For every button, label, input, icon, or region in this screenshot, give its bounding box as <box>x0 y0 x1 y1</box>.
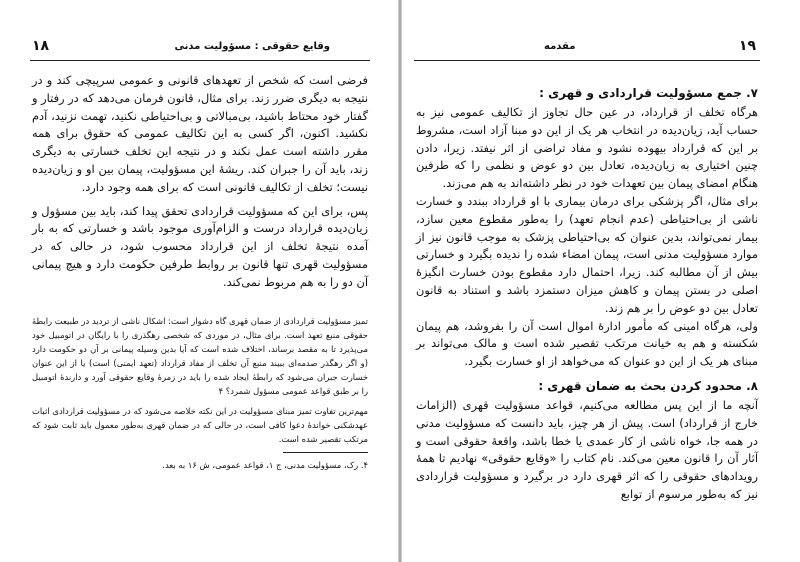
running-title: وقایع حقوقی : مسؤولیت مدنی <box>174 41 330 52</box>
paragraph: ولی، هرگاه امینی که مأمور ادارهٔ اموال است آن را بفروشد، هم پیمان شکسته و هم به خیانت مرتکب تقصیر شده است و مالک می‌تواند بر مبنای هر یک از این دو عنوان که می‌خواهد از او خسارت بگیرد. <box>416 318 758 369</box>
left-page <box>0 0 398 562</box>
right-page <box>402 0 800 562</box>
running-title: مقدمه <box>544 41 576 52</box>
header-rule <box>30 60 370 61</box>
paragraph: برای مثال، اگر پزشکی برای درمان بیماری با او قرارداد ببندد و خسارت ناشی از بی‌احتیاطی (عدم انجام تعهد) را به‌طور مقطوع معین سازد، بیمار نمی‌تواند، بدین عنوان که بی‌احتیاطی پزشک به موجب قانون نیز از موارد مسؤولیت مدنی است، پیمان امضاء شده را ندیده بگیرد و خسارتی بیش از آن مطالبه کند. زیرا، احتمال دارد مقطوع بودن خسارت انگیزهٔ اصلی در بستن پیمان و کاهش میزان دستمزد باشد و استناد به قانون تعادل بین دو عوض را بر هم زند. <box>416 193 758 315</box>
note: مهم‌ترین تفاوت تمیز مبنای مسؤولیت در این نکته خلاصه می‌شود که در مسؤولیت قراردادی اثبات عهدشکنی خواندهٔ دعوا کافی است، در حالی که در ضمان قهری به‌طور معمول باید ثابت شود که مرتکب تقصیر شده است. <box>32 405 368 444</box>
page-number: ۱۹ <box>738 38 756 54</box>
paragraph: آنچه ما از این پس مطالعه می‌کنیم، قواعد مسؤولیت قهری (الزامات خارج از قرارداد) است. پیش از هر چیز، باید دانست که مسؤولیت مدنی در همه جا، خواه ناشی از کار عمدی یا خطا باشد، واقعهٔ حقوقی است و آثار آن را قانون معین می‌کند. نام کتاب را «وقایع حقوقی» نهادیم تا همهٔ رویدادهای حقوقی را که اثر قهری دارد در برگیرد و مسؤولیت قراردادی نیز که به‌طور مرسوم از توابع <box>416 397 758 501</box>
page-number: ۱۸ <box>32 38 50 54</box>
footnote-separator <box>283 452 368 453</box>
section-heading: ۷. جمع مسؤولیت قراردادی و قهری : <box>539 86 758 100</box>
paragraph: پس، برای این که مسؤولیت قراردادی تحقق پیدا کند، باید بین مسؤول و زیان‌دیده قرارداد درست و الزام‌آوری موجود باشد و خسارتی که به بار آمده نتیجهٔ تخلف از این قرارداد محسوب شود، در حالی که در مسؤولیت قهری تنها قانون بر روابط طرفین حکومت دارد و هیچ پیمانی آن دو را به هم مربوط نمی‌کند. <box>32 203 368 289</box>
section-heading: ۸. محدود کردن بحث به ضمان قهری : <box>538 378 758 393</box>
left-page-header <box>30 40 370 58</box>
left-page-body <box>32 72 368 471</box>
paragraph: هرگاه تخلف از قرارداد، در عین حال تجاوز از تکالیف عمومی نیز به حساب آید، زیان‌دیده در انتخاب هر یک از این دو مبنا آزاد است، مشروط بر این که قرارداد بیهوده نشود و مفاد تراضی از اثر نیفتد. زیرا، دادن چنین اختیاری به زیان‌دیده، تعادل بین دو عوض و نظمی را که طرفین هنگام امضای پیمان بین تعهدات خود در نظر داشته‌اند به هم می‌زند. <box>416 105 758 191</box>
footnote: ۴. رک، مسؤولیت مدنی، ج ۱، قواعد عمومی، ش ۱۶ به بعد. <box>162 459 368 470</box>
header-rule <box>414 60 760 61</box>
right-page-header <box>414 40 760 58</box>
note: تمیز مسؤولیت قراردادی از ضمان قهری گاه دشوار است: اشکال ناشی از تردید در طبیعت رابطهٔ حقوقی منبع تعهد است. برای مثال، در موردی که شخصی رهگذری را با رایگان در اتومبیل خود می‌پذیرد تا به مقصد برساند، اختلاف شده است که آیا بدین وسیله پیمانی بر آن دو حکومت دارد (و اگر رهگذر صدمه‌ای ببیند منبع آن تخلف از مفاد قرارداد (تعهد ایمنی) است) یا از این عنوان خسارت جبران می‌شود که رابطهٔ ایجاد شده را باید در زمرهٔ وقایع حقوقی آورد و دارندهٔ اتومبیل را بر طبق قواعد عمومی مسؤول شمرد؟ ۴ <box>32 315 368 396</box>
right-page-body <box>416 86 758 504</box>
paragraph: فرضی است که شخص از تعهدهای قانونی و عمومی سرپیچی کند و در نتیجه به دیگری ضرر زند. برای مثال، قانون فرمان می‌دهد که در رفتار و گفتار خود محتاط باشید، بی‌مبالاتی و بی‌احتیاطی نکنید، تهمت نزنید، آدم نکشید. اکنون، اگر کسی به این تکالیف عمومی که حقوق برای همه مقرر داشته است عمل نکند و در نتیجه این تخلف خسارتی به دیگری زند، باید آن را جبران کند. ریشهٔ این مسؤولیت، پیمان بین او و زیان‌دیده نیست؛ تخلف از تکالیف قانونی است که برای همه وجود دارد. <box>32 73 368 194</box>
